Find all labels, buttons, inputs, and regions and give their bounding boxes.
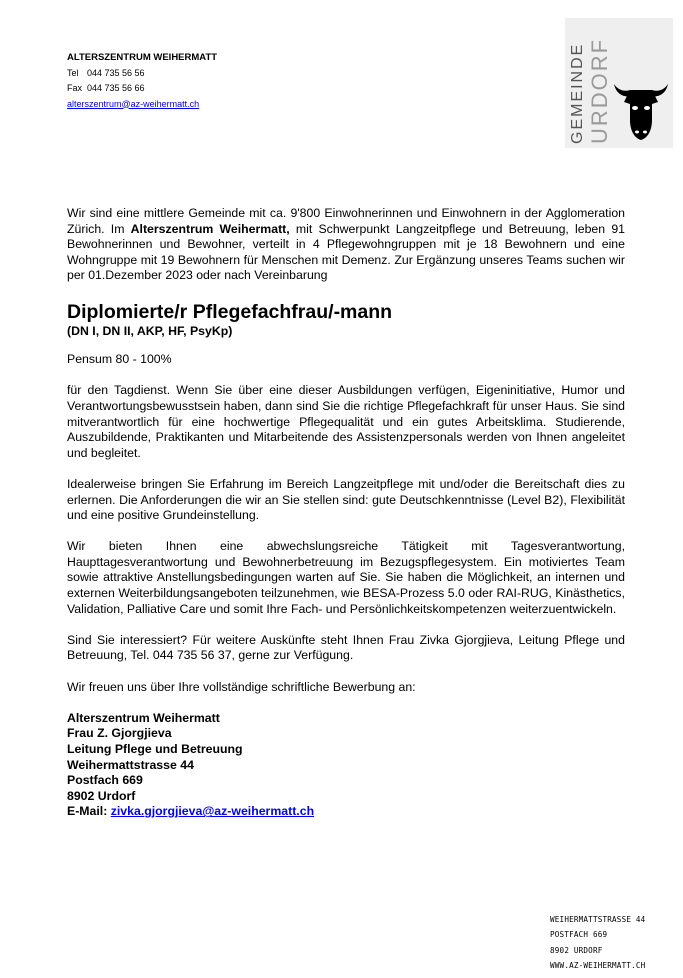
header-email-link[interactable]: alterszentrum@az-weihermatt.ch <box>67 98 200 109</box>
contact-email-line <box>67 804 625 820</box>
gemeinde-urdorf-logo <box>565 18 673 148</box>
fax-number: 044 735 56 66 <box>87 83 145 93</box>
fax-label: Fax <box>67 83 83 93</box>
paragraph-requirements: Idealerweise bringen Sie Erfahrung im Bereich Langzeitpflege mit und/oder die Bereitschaft dies zu erlernen. Die Anforderungen die wir an Sie stellen sind: gute Deutschkenntnisse (Level B2), Flexibilität und eine positive Grundeinstellung. <box>67 476 625 523</box>
contact-line: 8902 Urdorf <box>67 788 136 803</box>
intro-text-1: Wir sind eine mittlere Gemeinde mit ca. 9'800 Einwohnerinnen und Einwohnern in der Agglomeration Zürich. Im <box>67 206 625 236</box>
org-name: ALTERSZENTRUM WEIHERMATT <box>67 52 218 63</box>
intro-paragraph <box>67 206 625 284</box>
logo-text-urdorf: URDORF <box>587 37 612 144</box>
contact-line: Weihermattstrasse 44 <box>67 757 194 772</box>
contact-email-label: E-Mail: <box>67 804 111 819</box>
contact-line: Leitung Pflege und Betreuung <box>67 742 243 756</box>
footer-line: POSTFACH 669 <box>550 930 608 940</box>
footer-line: 8902 URDORF <box>550 945 603 955</box>
intro-bold-name: Alterszentrum Weihermatt, <box>130 221 290 236</box>
job-title: Diplomierte/r Pflegefachfrau/-mann <box>67 300 393 323</box>
job-subtitle: (DN I, DN II, AKP, HF, PsyKp) <box>67 323 233 338</box>
footer-website: WWW.AZ-WEIHERMATT.CH <box>550 960 646 970</box>
contact-line: Alterszentrum Weihermatt <box>67 710 220 725</box>
footer-address <box>550 912 645 973</box>
footer-line: WEIHERMATTSTRASSE 44 <box>550 915 646 924</box>
paragraph-info: Sind Sie interessiert? Für weitere Auskünfte steht Ihnen Frau Zivka Gjorgjieva, Leitung Pflege und Betreuung, Tel. 044 735 56 37, gerne zur Verfügung. <box>67 632 625 663</box>
paragraph-offer: Wir bieten Ihnen eine abwechslungsreiche Tätigkeit mit Tagesverantwortung, Haupttagesverantwortung und Bewohnerbetreuung im Bezugspflegesystem. Ein motiviertes Team sowie attraktive Anstellungsbedingungen warten auf Sie. Sie haben die Möglichkeit, an internen und externen Weiterbildungsangeboten teilzunehmen, wie BESA-Prozess 5.0 oder RAI-RUG, Kinästhetics, Validation, Palliative Care und somit Ihre Fach- und Persönlichkeitskompetenzen weiterzuentwickeln. <box>67 539 625 616</box>
intro-text-2: mit Schwerpunkt Langzeitpflege und Betreuung, leben 91 Bewohnerinnen und Bewohner, verteilt in 4 Pflegewohngruppen mit je 18 Bewohnern und eine Wohngruppe mit 19 Bewohnern für Menschen mit Demenz. Zur Ergänzung unseres Teams suchen wir per 01.Dezember 2023 oder nach Vereinbarung <box>67 221 625 283</box>
contact-line: Frau Z. Gjorgjieva <box>67 726 172 741</box>
paragraph-duties: für den Tagdienst. Wenn Sie über eine dieser Ausbildungen verfügen, Eigeninitiative, Humor und Verantwortungsbewusstsein haben, dann sind Sie die richtige Pflegefachkraft für unser Haus. Sie sind mitverantwortlich für eine hochwertige Pflegequalität und ein gutes Arbeitsklima. Studierende, Auszubildende, Praktikanten und Mitarbeitende des Assistenzpersonals werden von Ihnen angeleitet und begleitet. <box>67 383 625 460</box>
bull-head-icon <box>612 80 670 142</box>
tel-number: 044 735 56 56 <box>87 67 145 78</box>
tel-label: Tel <box>67 67 79 78</box>
paragraph-application: Wir freuen uns über Ihre vollständige schriftliche Bewerbung an: <box>67 679 416 694</box>
logo-text <box>569 38 613 144</box>
letterhead <box>67 50 217 112</box>
tel-line <box>67 66 217 82</box>
contact-email-link[interactable]: zivka.gjorgjieva@az-weihermatt.ch <box>110 804 315 819</box>
fax-line <box>67 81 217 97</box>
contact-block <box>67 711 625 820</box>
logo-text-gemeinde: GEMEINDE <box>569 42 586 144</box>
pensum: Pensum 80 - 100% <box>67 352 172 367</box>
main-content <box>67 206 625 820</box>
contact-line: Postfach 669 <box>67 773 143 788</box>
